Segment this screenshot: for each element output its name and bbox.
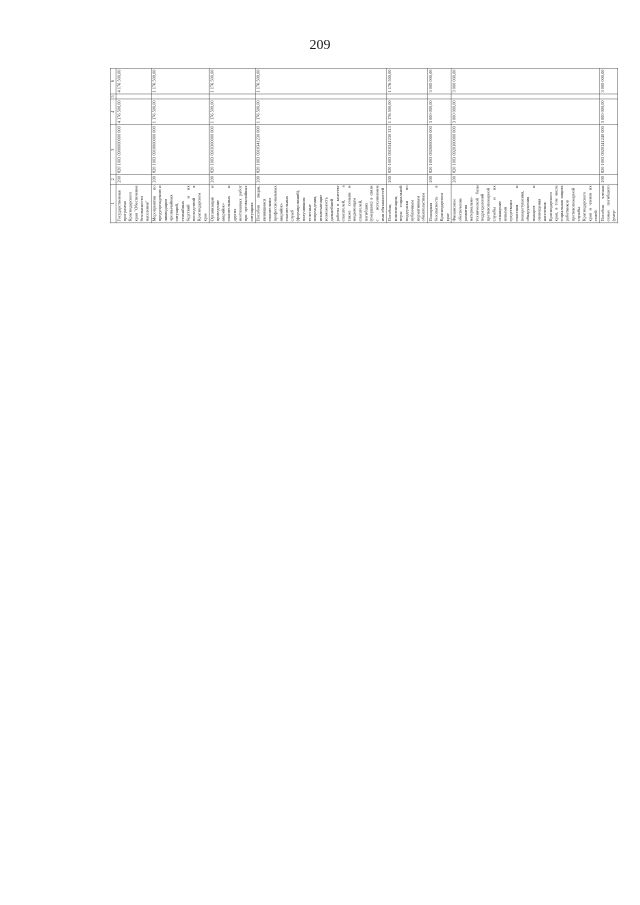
- row-amount-col4: 1 176 500,00: [209, 99, 255, 125]
- row-amount-col4: 3 000 000,00: [427, 99, 451, 125]
- table-row: [599, 68, 617, 223]
- header-col-4: 4: [110, 99, 116, 125]
- row-amount-col4: 3 000 000,00: [599, 99, 617, 125]
- table-row: [209, 68, 255, 223]
- row-name: Пособия лицам, являвшимся спасателями профессиональных аварийно-спасательных служб (формирований), получившим телесные повреждения, исключающие возможность дальнейшей работы в качестве спасателей, а также семьям и иждивенцам спасателей, погибших (умерших) в связи с исполнением ими обязанностей: [256, 185, 386, 222]
- row-amount-col6: 3 000 000,00: [427, 68, 451, 94]
- row-amount-col4: 3 000 000,00: [451, 99, 599, 125]
- row-name: Мероприятия по предупреждению и ликвидации чрезвычайных ситуаций, стихийных бедствий и их последствий в Краснодарском крае: [152, 185, 208, 222]
- row-admin-code: 200: [451, 175, 599, 184]
- row-amount-col6: 1 176 500,00: [209, 68, 255, 94]
- row-budget-code: 820 1003 0910341230 000: [255, 125, 386, 175]
- row-amount-col6: 4 176 500,00: [116, 68, 151, 94]
- table-row: [255, 68, 386, 223]
- row-budget-code: 820 1003 0900000000 000: [116, 125, 151, 175]
- row-amount-col4: 4 176 500,00: [116, 99, 151, 125]
- row-admin-code: 200: [151, 175, 209, 184]
- row-amount-col5: [387, 94, 428, 99]
- row-amount-col4: 1 176 500,00: [255, 99, 386, 125]
- row-budget-code: 820 1003 0920141240 000: [599, 125, 617, 175]
- header-col-1: 1: [110, 184, 116, 223]
- row-name: Финансовое обеспечение развития материально-технической базы подразделений противопожарной службы и их оснащение новыми средствами спасения и пожаротушения, обнаружения пожаров и оповещения населения Краснодарского края, в том числе социальная защита работников противопожарной службы Краснодарского края и членов их семей: [452, 185, 599, 222]
- row-admin-code: 200: [116, 175, 151, 184]
- header-col-3: 3: [110, 125, 116, 175]
- row-amount-col5: [427, 94, 451, 99]
- row-amount-col5: [151, 94, 209, 99]
- row-amount-col5: [209, 94, 255, 99]
- row-amount-col5: [255, 94, 386, 99]
- row-name: Организация и проведение аварийно-спасательных и других неотложных работ при чрезвычайных ситуациях: [209, 185, 255, 222]
- row-name: Пожарная безопасность в Краснодарском крае: [428, 185, 450, 222]
- budget-table: [110, 68, 618, 223]
- row-amount-col6: 3 000 000,00: [599, 68, 617, 94]
- row-budget-code: 820 1003 0910000000 000: [151, 125, 209, 175]
- table-row: [151, 68, 209, 223]
- row-budget-code: 820 1003 0910300000 000: [209, 125, 255, 175]
- row-admin-code: 200: [427, 175, 451, 184]
- row-amount-col6: 1 176 500,00: [387, 68, 428, 94]
- row-admin-code: 200: [599, 175, 617, 184]
- table-row: [451, 68, 599, 223]
- row-admin-code: 200: [209, 175, 255, 184]
- row-name: Пособия, компенсации, меры социальной поддержки по публичным нормативным обязательствам: [387, 185, 427, 222]
- row-name: Пособия членам семьи погибшего (умер-: [600, 185, 617, 222]
- header-col-5: 5: [110, 95, 116, 98]
- rotated-table-container: [110, 68, 617, 222]
- row-admin-code: 200: [387, 175, 428, 184]
- row-amount-col6: 3 000 000,00: [451, 68, 599, 94]
- page-number: 209: [309, 38, 331, 53]
- row-amount-col6: 1 176 500,00: [151, 68, 209, 94]
- row-amount-col5: [599, 94, 617, 99]
- header-col-6: 6: [110, 68, 116, 94]
- row-amount-col5: [451, 94, 599, 99]
- row-budget-code: 820 1003 0910341230 313: [387, 125, 428, 175]
- table-row: [427, 68, 451, 223]
- row-budget-code: 820 1003 0920100000 000: [451, 125, 599, 175]
- row-name: Государственная программа Краснодарского края "Обеспечение безопасности населения": [117, 185, 150, 222]
- header-col-2: 2: [110, 175, 116, 184]
- row-budget-code: 820 1003 0920000000 000: [427, 125, 451, 175]
- row-amount-col6: 1 176 500,00: [255, 68, 386, 94]
- row-amount-col4: 1 176 500,00: [387, 99, 428, 125]
- row-admin-code: 200: [255, 175, 386, 184]
- table-row: [116, 68, 151, 223]
- row-amount-col5: [116, 94, 151, 99]
- row-amount-col4: 1 176 500,00: [151, 99, 209, 125]
- table-row: [387, 68, 428, 223]
